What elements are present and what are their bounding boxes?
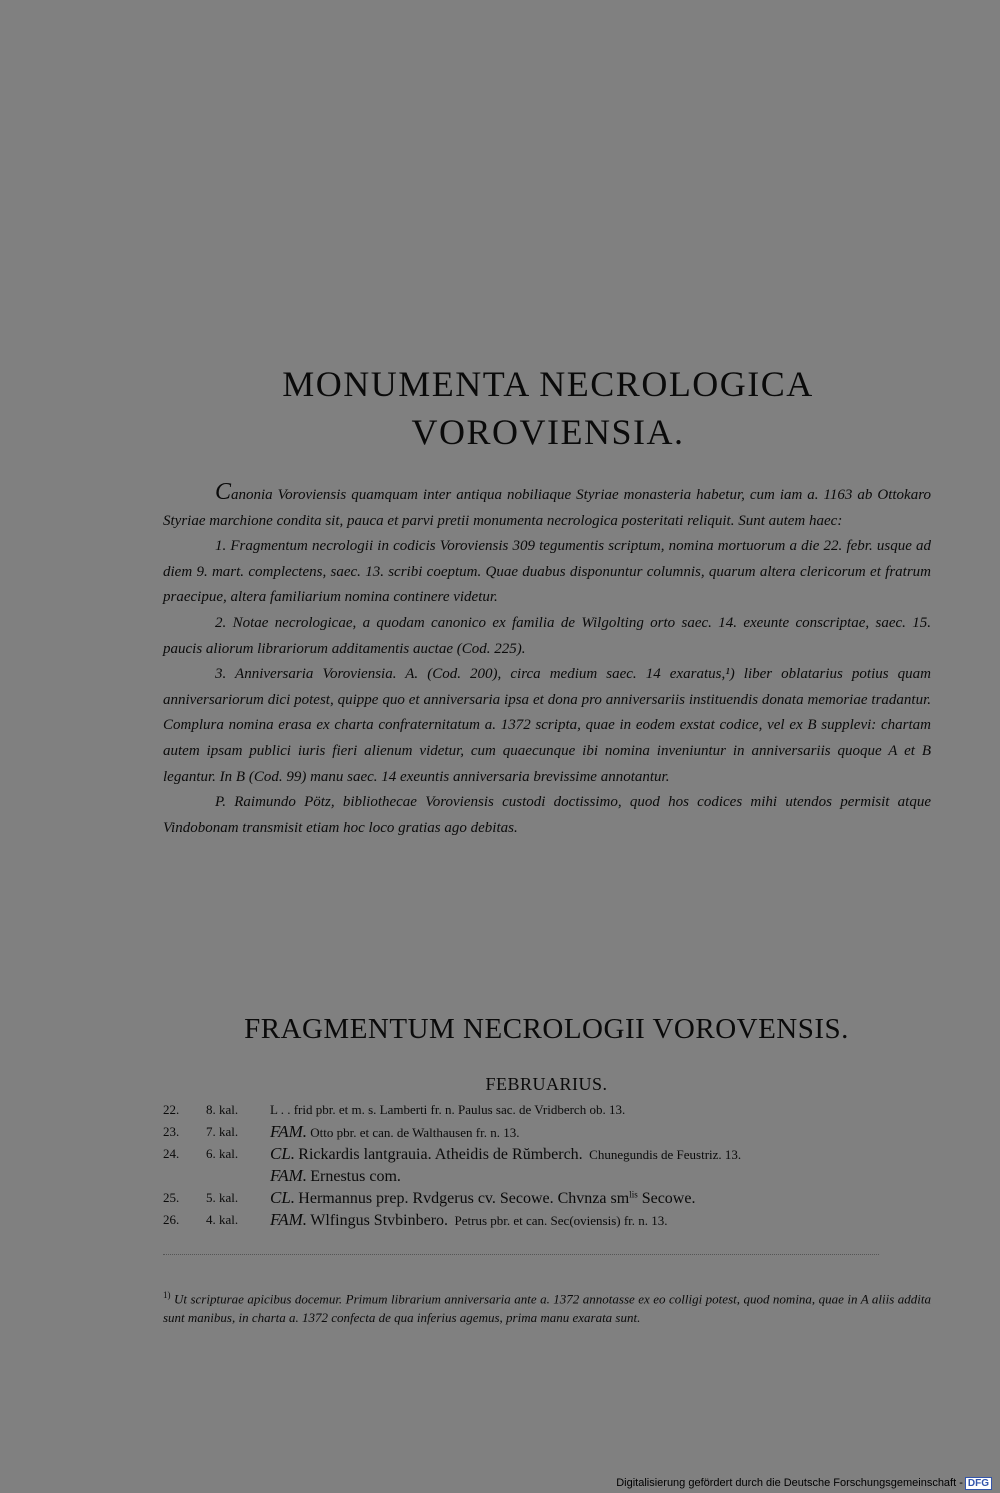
entry-day: 22. (163, 1102, 180, 1117)
month-heading: FEBRUARIUS. (485, 1074, 608, 1094)
intro-paragraph-3: 2. Notae necrologicae, a quodam canonico ex familia de Wilgolting orto saec. 14. exeunte conscriptae, saec. 15. paucis aliorum librariorum additamentis auctae (Cod. 225). (163, 614, 931, 657)
entry-names: Rickardis lantgrauia. Atheidis de Rŭmberch. (298, 1146, 583, 1163)
intro-paragraph-2: 1. Fragmentum necrologii in codicis Voroviensis 309 tegumentis scriptum, nomina mortuorum a die 22. febr. usque ad diem 9. mart. complectens, saec. 13. scribi coeptum. Quae duabus disponuntur columnis, quarum altera clericorum et fratrum praecipue, altera familiarium nomina continere videtur. (163, 538, 931, 606)
cl-marker: CL. (270, 1144, 296, 1163)
entry-day: 26. (163, 1212, 180, 1227)
footer-text: Digitalisierung gefördert durch die Deutsche Forschungsgemeinschaft - (616, 1477, 963, 1489)
entry-names-end: Secowe. (637, 1190, 696, 1207)
entry-names: Ernestus com. (310, 1168, 401, 1185)
entry-line-2 (270, 1166, 401, 1186)
entry-kal: 6. kal. (206, 1146, 239, 1161)
entry-row (163, 1188, 953, 1210)
dfg-footer (616, 1477, 992, 1490)
superscript: lis (629, 1189, 638, 1200)
cl-marker: CL. (270, 1188, 296, 1207)
entry-kal: 4. kal. (206, 1212, 239, 1227)
entry-line (270, 1188, 695, 1208)
entry-names: Hermannus prep. Rvdgerus cv. Secowe. Chvnza sm (298, 1190, 630, 1207)
dropcap: C (215, 479, 232, 505)
cut-line (163, 1254, 879, 1257)
entry-text: L . . frid pbr. et m. s. Lamberti fr. n. Paulus sac. de Vridberch ob. 13. (270, 1102, 626, 1117)
entry-line (270, 1144, 741, 1164)
entry-text: Otto pbr. et can. de Walthausen fr. n. 13. (310, 1125, 520, 1140)
footnote-text: Ut scripturae apicibus docemur. Primum librarium anniversaria ante a. 1372 annotasse ex eo colligi potest, quod nomina, quae in A aliis addita sunt manibus, in charta a. 1372 confecta de qua inferius agemus, prima manu exarata sunt. (163, 1291, 932, 1326)
dfg-logo: DFG (965, 1477, 992, 1490)
necrology-entries (163, 1100, 953, 1232)
fam-marker: FAM. (270, 1122, 307, 1141)
entry-row (163, 1100, 953, 1122)
footnote (163, 1286, 931, 1327)
entry-row (163, 1210, 953, 1232)
intro-paragraphs (163, 480, 931, 841)
entry-kal: 8. kal. (206, 1102, 239, 1117)
entry-names-small: Chunegundis de Feustriz. 13. (589, 1147, 742, 1162)
intro-paragraph-5: P. Raimundo Pötz, bibliothecae Voroviensis custodi doctissimo, quod hos codices mihi utendos permisit atque Vindobonam transmisit etiam hoc loco gratias ago debitas. (163, 794, 931, 836)
intro-p1-text: anonia Voroviensis quamquam inter antiqua nobiliaque Styriae monasteria habetur, cum iam a. 1163 ab Ottokaro Styriae marchione condita sit, pauca et parvi pretii monumenta necrologica posteritati reliquit. Sunt autem haec: (163, 487, 931, 529)
entry-day: 23. (163, 1124, 180, 1139)
entry-day: 25. (163, 1190, 180, 1205)
fam-marker: FAM. (270, 1210, 307, 1229)
entry-kal: 7. kal. (206, 1124, 239, 1139)
intro-paragraph-1 (163, 480, 931, 534)
section-title: FRAGMENTUM NECROLOGII VOROVENSIS. (244, 1013, 849, 1045)
entry-row (163, 1122, 953, 1144)
page-title-line2: VOROVIENSIA. (411, 412, 685, 452)
entry-day: 24. (163, 1146, 180, 1161)
page-title-line1: MONUMENTA NECROLOGICA (282, 364, 814, 404)
entry-names-small: Petrus pbr. et can. Sec(oviensis) fr. n. 13. (454, 1213, 668, 1228)
entry-line (270, 1210, 668, 1230)
footnote-mark: 1) (163, 1290, 171, 1300)
entry-line (270, 1122, 519, 1142)
fam-marker: FAM. (270, 1166, 307, 1185)
entry-row (163, 1144, 953, 1188)
entry-names: Wlfingus Stvbinbero. (310, 1212, 449, 1229)
entry-kal: 5. kal. (206, 1190, 239, 1205)
intro-paragraph-4: 3. Anniversaria Voroviensia. A. (Cod. 200), circa medium saec. 14 exaratus,¹) liber oblatarius potius quam anniversariorum dici potest, quippe quo et anniversaria ipsa et dona pro anniversariis instituendis donata memoriae tradantur. Complura nomina erasa ex charta confraternitatum a. 1372 scripta, quae in eodem exstat codice, vel ex B supplevi: chartam autem ipsam publici iuris fieri alienum videtur, cum quaecunque ibi nomina inveniuntur in anniversariis quoque A et B legantur. In B (Cod. 99) manu saec. 14 exeuntis anniversaria brevissime annotantur. (163, 666, 931, 785)
